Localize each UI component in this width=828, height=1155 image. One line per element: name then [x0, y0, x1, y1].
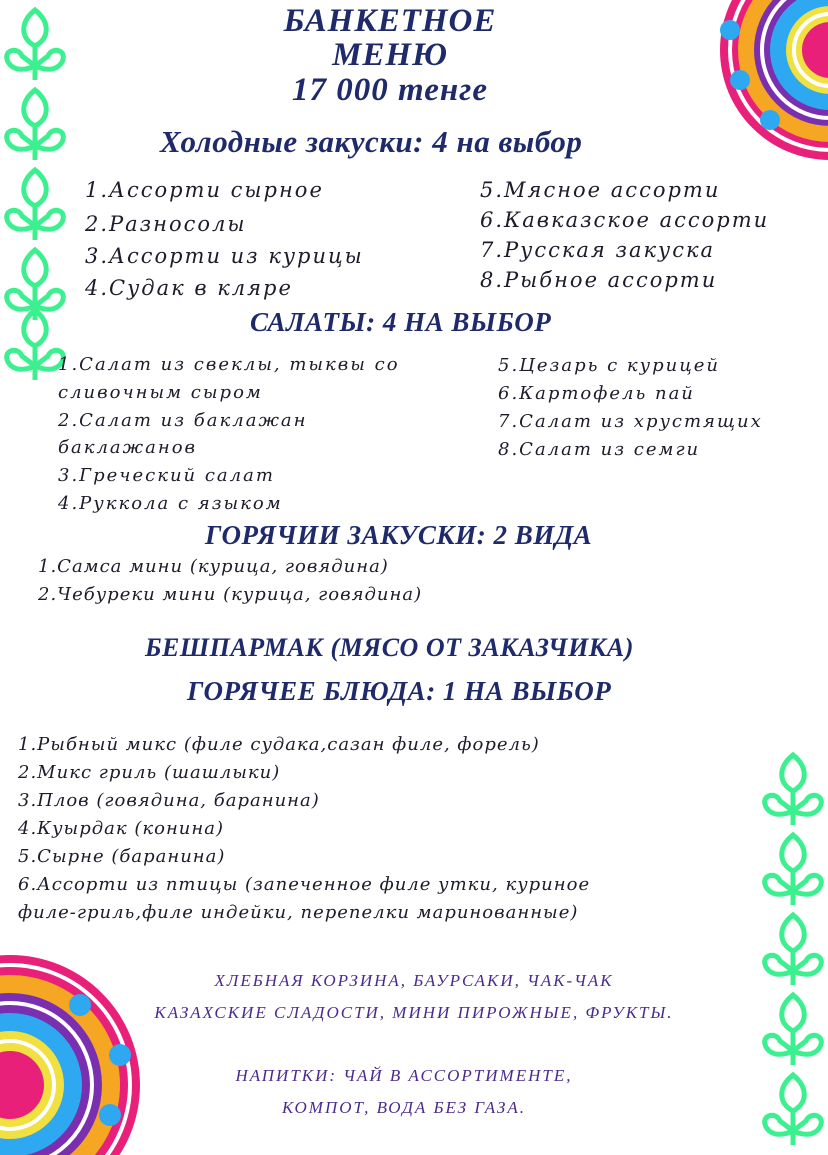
salad-item-3: 3.Греческий салат — [58, 465, 275, 486]
cold-item-7: 7.Русская закуска — [480, 238, 716, 262]
cold-item-8: 8.Рыбное ассорти — [480, 268, 718, 292]
salads-heading: САЛАТЫ: 4 НА ВЫБОР — [250, 307, 552, 337]
footer-drinks-cont: КОМПОТ, ВОДА БЕЗ ГАЗА. — [282, 1098, 526, 1117]
top-right-rosette — [680, 0, 828, 150]
cold-item-4: 4.Судак в кляре — [85, 276, 293, 300]
main-course-6-cont: филе-гриль,филе индейки, перепелки маринованные) — [18, 902, 579, 923]
cold-item-5: 5.Мясное ассорти — [480, 178, 721, 202]
main-courses-heading: ГОРЯЧЕЕ БЛЮДА: 1 НА ВЫБОР — [187, 676, 612, 706]
title-line1: БАНКЕТНОЕ — [283, 3, 497, 39]
bottom-left-rosette — [0, 975, 150, 1155]
main-course-4: 4.Куырдак (конина) — [18, 818, 225, 839]
cold-item-1: 1.Ассорти сырное — [85, 178, 324, 202]
hot-appetizer-1: 1.Самса мини (курица, говядина) — [38, 556, 389, 577]
footer-drinks: НАПИТКИ: ЧАЙ В АССОРТИМЕНТЕ, — [235, 1066, 573, 1085]
main-course-1: 1.Рыбный микс (филе судака,сазан филе, форель) — [18, 734, 540, 755]
right-green-ornament — [758, 755, 828, 1155]
salad-item-2: 2.Салат из баклажан — [58, 410, 308, 431]
main-course-6: 6.Ассорти из птицы (запеченное филе утки, куриное — [18, 874, 591, 895]
hot-appetizers-heading: ГОРЯЧИИ ЗАКУСКИ: 2 ВИДА — [205, 520, 593, 550]
footer-bread: ХЛЕБНАЯ КОРЗИНА, БАУРСАКИ, ЧАК-ЧАК — [214, 971, 614, 990]
cold-item-6: 6.Кавказское ассорти — [480, 208, 770, 232]
salad-item-1: 1.Салат из свеклы, тыквы со — [58, 354, 400, 375]
beshbarmak-heading: БЕШПАРМАК (МЯСО ОТ ЗАКАЗЧИКА) — [145, 633, 634, 662]
cold-item-2: 2.Разносолы — [85, 212, 247, 236]
cold-appetizers-heading: Холодные закуски: 4 на выбор — [160, 124, 583, 159]
salad-item-4: 4.Руккола с языком — [58, 493, 283, 514]
main-course-2: 2.Микс гриль (шашлыки) — [18, 762, 281, 783]
salad-item-8: 8.Салат из семги — [498, 439, 701, 460]
cold-item-3: 3.Ассорти из курицы — [85, 244, 364, 268]
salad-item-6: 6.Картофель пай — [498, 383, 695, 404]
salad-item-5: 5.Цезарь с курицей — [498, 355, 721, 376]
salad-item-2-cont: баклажанов — [58, 437, 198, 458]
main-course-3: 3.Плов (говядина, баранина) — [18, 790, 320, 811]
hot-appetizer-2: 2.Чебуреки мини (курица, говядина) — [38, 584, 423, 605]
left-green-ornament — [0, 0, 70, 380]
main-course-5: 5.Сырне (баранина) — [18, 846, 226, 867]
title-line2: МЕНЮ — [332, 37, 448, 73]
salad-item-1-cont: сливочным сыром — [58, 382, 263, 403]
footer-sweets: КАЗАХСКИЕ СЛАДОСТИ, МИНИ ПИРОЖНЫЕ, ФРУКТЫ. — [154, 1003, 674, 1022]
salad-item-7: 7.Салат из хрустящих — [498, 411, 763, 432]
menu-price: 17 000 тенге — [291, 72, 489, 108]
